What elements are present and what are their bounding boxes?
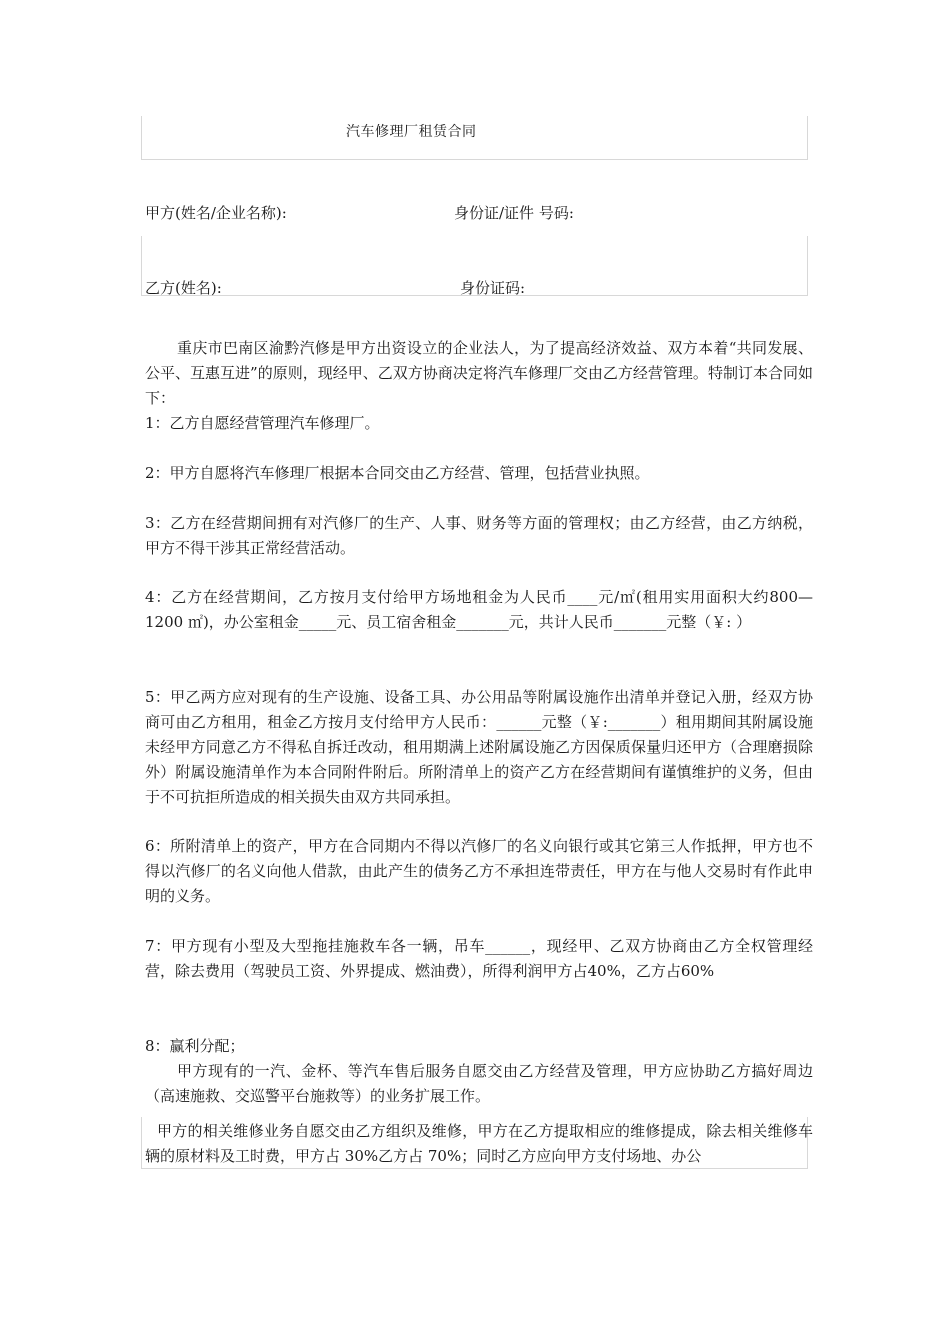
document-title: 汽车修理厂租赁合同	[346, 124, 477, 140]
clause-2: 2：甲方自愿将汽车修理厂根据本合同交由乙方经营、管理，包括营业执照。	[145, 464, 650, 482]
clause-3: 3：乙方在经营期间拥有对汽修厂的生产、人事、财务等方面的管理权；由乙方经营，由乙方纳税，甲方不得干涉其正常经营活动。	[145, 514, 813, 557]
clause-8-heading: 8：赢利分配；	[145, 1037, 245, 1055]
party-a-id-label: 身份证/证件 号码:	[454, 204, 574, 222]
preamble-paragraph: 重庆市巴南区渝黔汽修是甲方出资设立的企业法人，为了提高经济效益、双方本着“共同发展、公平、互惠互进”的原则，现经甲、乙双方协商决定将汽车修理厂交由乙方经营管理。特制订本合同如下：	[145, 339, 813, 407]
clause-6: 6：所附清单上的资产，甲方在合同期内不得以汽修厂的名义向银行或其它第三人作抵押，甲方也不得以汽修厂的名义向他人借款，由此产生的债务乙方不承担连带责任，甲方在与他人交易时有作此申明的义务。	[145, 837, 813, 905]
clause-5: 5：甲乙两方应对现有的生产设施、设备工具、办公用品等附属设施作出清单并登记入册，经双方协商可由乙方租用，租金乙方按月支付给甲方人民币：______元整（￥:_______）租用期间其附属设施未经甲方同意乙方不得私自拆迁改动，租用期满上述附属设施乙方因保质保量归还甲方（合理磨损除外）附属设施清单作为本合同附件附后。所附清单上的资产乙方在经营期间有谨慎维护的义务，但由于不可抗拒所造成的相关损失由双方共同承担。	[145, 688, 813, 806]
party-b-label: 乙方(姓名):	[145, 279, 222, 297]
clause-8-paragraph-1: 甲方现有的一汽、金杯、等汽车售后服务自愿交由乙方经营及管理，甲方应协助乙方搞好周边（高速施救、交巡警平台施救等）的业务扩展工作。	[145, 1062, 813, 1105]
clause-4: 4：乙方在经营期间，乙方按月支付给甲方场地租金为人民币____元/㎡(租用实用面积大约800—1200 ㎡)，办公室租金_____元、员工宿舍租金_______元，共计人民币_______元整（￥: ）	[145, 588, 813, 631]
clause-1: 1：乙方自愿经营管理汽车修理厂。	[145, 414, 380, 432]
clause-7: 7：甲方现有小型及大型拖挂施救车各一辆，吊车______，现经甲、乙双方协商由乙方全权管理经营，除去费用（驾驶员工资、外界提成、燃油费），所得利润甲方占40%，乙方占60%	[145, 937, 813, 980]
clause-8-paragraph-2: 甲方的相关维修业务自愿交由乙方组织及维修，甲方在乙方提取相应的维修提成，除去相关维修车辆的原材料及工时费，甲方占 30%乙方占 70%；同时乙方应向甲方支付场地、办公	[145, 1122, 813, 1165]
party-a-label: 甲方(姓名/企业名称):	[145, 204, 287, 222]
party-b-id-label: 身份证码:	[460, 279, 526, 297]
